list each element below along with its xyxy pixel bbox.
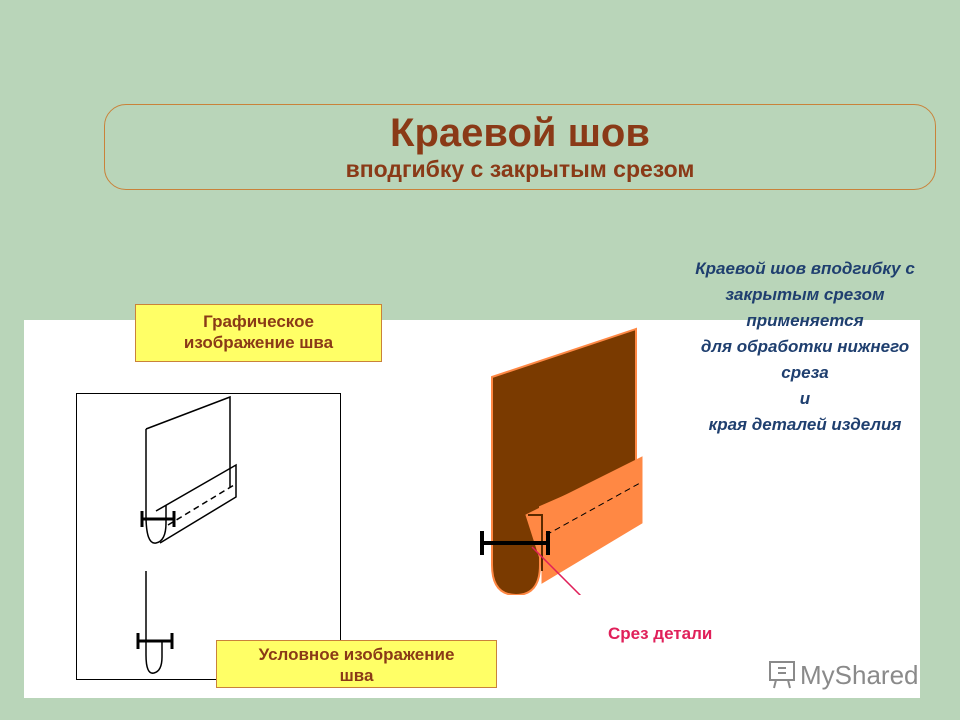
graphic-seam [142,397,236,543]
presentation-board-icon [770,662,794,688]
description-line: среза [781,363,829,382]
page-subtitle: вподгибку с закрытым срезом [345,156,695,182]
description-line: края деталей изделия [708,415,902,434]
page-title: Краевой шов [390,111,650,155]
seam-3d-drawing [480,325,645,595]
cut-edge-label: Срез детали [608,624,713,643]
schematic-frame [77,394,341,680]
title-box [104,104,936,190]
graphic-label-line2: изображение шва [183,333,334,352]
conventional-label-line2: шва [339,666,374,685]
conventional-seam [138,571,172,673]
myshared-watermark [766,656,926,692]
description-line: закрытым срезом [725,285,885,304]
description-line: Краевой шов вподгибку с [695,259,915,278]
graphic-label-line1: Графическое [203,312,314,331]
description-line: для обработки нижнего [700,337,910,356]
description-line: и [799,389,811,408]
watermark-text: MyShared [800,660,919,690]
seam-description [650,256,960,438]
description-line: применяется [746,311,864,330]
conventional-representation-label [216,640,497,688]
conventional-label-line1: Условное изображение [258,645,455,664]
graphic-representation-label [135,304,382,362]
